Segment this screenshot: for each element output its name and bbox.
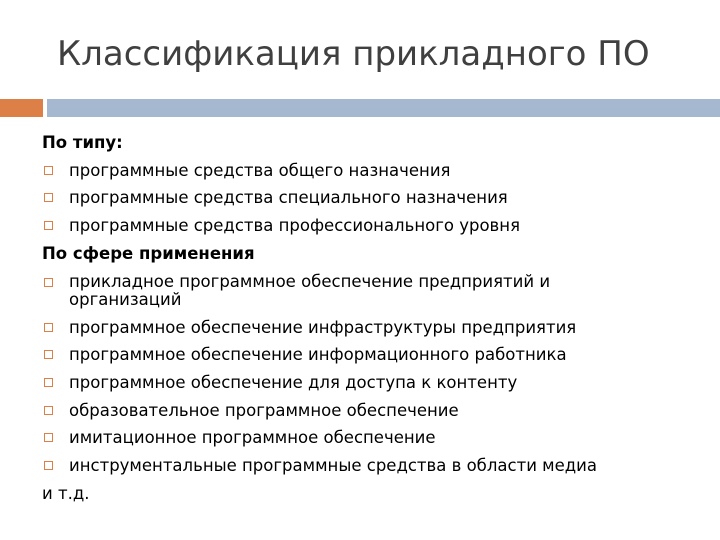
accent-bar	[0, 99, 43, 117]
square-bullet-icon	[44, 221, 53, 230]
list-item	[42, 397, 702, 425]
footer-text: и т.д.	[42, 483, 90, 503]
square-bullet-icon	[44, 378, 53, 387]
list-item	[42, 314, 702, 342]
slide-title: Классификация прикладного ПО	[57, 34, 650, 74]
list-item	[42, 212, 702, 240]
list-item-text: программные средства общего назначения	[69, 160, 451, 180]
list-item	[42, 341, 702, 369]
square-bullet-icon	[44, 433, 53, 442]
list-item-text: программное обеспечение инфраструктуры предприятия	[69, 317, 577, 337]
list-item	[42, 184, 702, 212]
section-heading-type: По типу:	[42, 133, 123, 152]
list-item	[42, 424, 702, 452]
header-bar	[47, 99, 720, 117]
list-item-text: инструментальные программные средства в области медиа	[69, 456, 597, 476]
list-item	[42, 157, 702, 185]
square-bullet-icon	[44, 278, 53, 287]
list-item	[42, 452, 702, 480]
square-bullet-icon	[44, 406, 53, 415]
list-item-text: программное обеспечение информационного работника	[69, 345, 567, 365]
square-bullet-icon	[44, 166, 53, 175]
list-item-text: прикладное программное обеспечение предприятий и организаций	[69, 271, 551, 309]
list-item-text: образовательное программное обеспечение	[69, 400, 459, 420]
list-item-text: программные средства специального назначения	[69, 188, 508, 208]
square-bullet-icon	[44, 461, 53, 470]
list-item-text: программные средства профессионального уровня	[69, 216, 520, 236]
section-heading-sphere: По сфере применения	[42, 243, 255, 263]
list-item-text: программное обеспечение для доступа к контенту	[69, 372, 518, 392]
list-item	[42, 369, 702, 397]
square-bullet-icon	[44, 193, 53, 202]
list-item-text: имитационное программное обеспечение	[69, 428, 436, 448]
square-bullet-icon	[44, 350, 53, 359]
square-bullet-icon	[44, 323, 53, 332]
slide-content	[42, 129, 702, 507]
list-item	[42, 268, 589, 314]
